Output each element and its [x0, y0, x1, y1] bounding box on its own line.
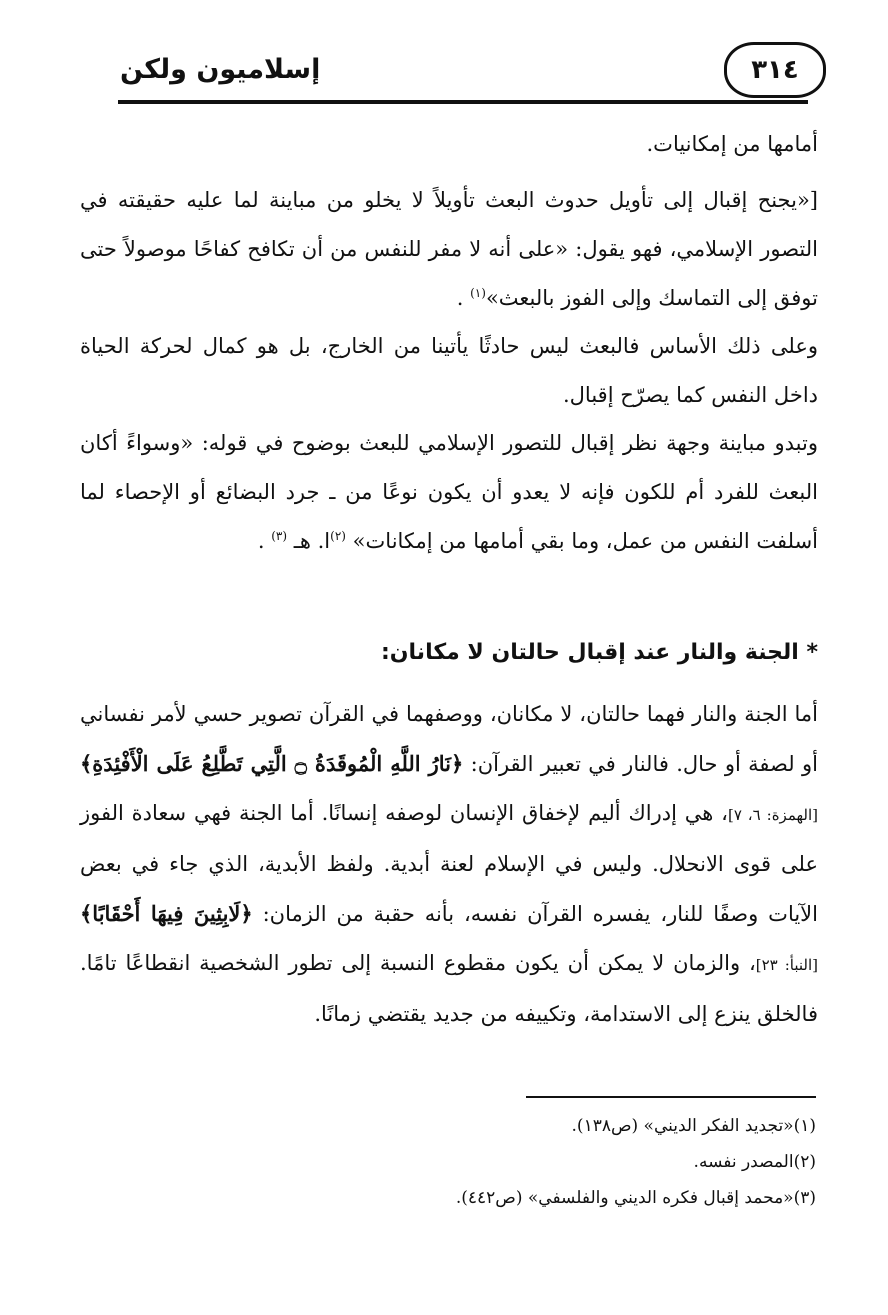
quran-verse-1: ﴿نَارُ اللَّهِ الْمُوقَدَةُ ۝ الَّتِي تَطَّلِعُ عَلَى الْأَفْئِدَةِ﴾: [80, 751, 464, 776]
footnotes: [116, 1108, 816, 1216]
verse-reference-1: [الهمزة: ٦، ٧]: [727, 806, 819, 824]
quran-verse-2: ﴿لَابِثِينَ فِيهَا أَحْقَابًا﴾: [80, 901, 253, 926]
footnote-2: (٢)المصدر نفسه.: [693, 1152, 816, 1172]
paragraph-4-text: وتبدو مباينة وجهة نظر إقبال للتصور الإسلامي للبعث بوضوح في قوله: «وسواءً أكان البعث للفرد أم للكون فإنه لا يعدو أن يكون نوعًا من ـ جرد البضائع أو الإحصاء لما أسلفت النفس من عمل، وما بقي أمامها من إمكانات»: [80, 431, 818, 553]
paragraph-2-text: [«يجنح إقبال إلى تأويل حدوث البعث تأويلاً لا يخلو من مباينة لما عليه حقيقته في التصور الإسلامي، فهو يقول: «على أنه لا مفر للنفس من أن تكافح كفاحًا موصولاً حتى توفق إلى التماسك وإلى الفوز بالبعث»: [80, 188, 818, 310]
paragraph-1: [80, 120, 818, 169]
running-title: إسلاميون ولكن: [120, 54, 321, 85]
verse-reference-2: [النبأ: ٢٣]: [755, 956, 818, 974]
paragraph-3: [80, 322, 818, 420]
footnote-3: (٣)«محمد إقبال فكره الديني والفلسفي» (ص٤٤٢).: [455, 1188, 816, 1208]
footnote-1: (١)«تجديد الفكر الديني» (ص١٣٨).: [571, 1116, 816, 1136]
paragraph-3-text: وعلى ذلك الأساس فالبعث ليس حادثًا يأتينا من الخارج، بل هو كمال لحركة الحياة داخل النفس كما يصرّح إقبال.: [80, 334, 818, 407]
footnote-ref-3: (٣): [271, 529, 288, 543]
paragraph-5: أما الجنة والنار فهما حالتان، لا مكانان، ووصفهما في القرآن تصوير حسي لأمر نفساني أو لصفة أو حال. فالنار في تعبير القرآن: ﴿نَارُ اللَّهِ الْمُوقَدَةُ ۝ الَّتِي تَطَّلِعُ عَلَى الْأَفْئِدَةِ﴾ [الهمزة: ٦، ٧]، هي إدراك أليم لإخفاق الإنسان لوصفه إنسانًا. أما الجنة فهي سعادة الفوز على قوى الانحلال. وليس في الإسلام لعنة أبدية. ولفظ الأبدية، الذي جاء في بعض الآيات وصفًا للنار، يفسره القرآن نفسه، بأنه حقبة من الزمان: ﴿لَابِثِينَ فِيهَا أَحْقَابًا﴾ [النبأ: ٢٣]، والزمان لا يمكن أن يكون مقطوع النسبة إلى تطور الشخصية انقطاعًا تامًا. فالخلق ينزع إلى الاستدامة، وتكييفه من جديد يقتضي زمانًا.: [80, 702, 819, 1026]
page-number: ٣١٤: [724, 42, 826, 98]
footnote-ref-2: (٢): [330, 529, 346, 543]
footnote-separator: [526, 1096, 816, 1098]
header-rule: [118, 100, 808, 104]
section-heading: * الجنة والنار عند إقبال حالتان لا مكانان:: [380, 640, 818, 665]
paragraph-4: وتبدو مباينة وجهة نظر إقبال للتصور الإسلامي للبعث بوضوح في قوله: «وسواءً أكان البعث للفرد أم للكون فإنه لا يعدو أن يكون نوعًا من ـ جرد البضائع أو الإحصاء لما أسلفت النفس من عمل، وما بقي أمامها من إمكانات» $^{(٢)}$ا. هـ $^{(٣)}$ .: [80, 431, 818, 553]
footnote-ref-1: (١): [470, 286, 486, 300]
paragraph-2: [«يجنح إقبال إلى تأويل حدوث البعث تأويلاً لا يخلو من مباينة لما عليه حقيقته في التصور الإسلامي، فهو يقول: «على أنه لا مفر للنفس من أن تكافح كفاحًا موصولاً حتى توفق إلى التماسك وإلى الفوز بالبعث»$^{(١)}$ .: [80, 188, 818, 310]
paragraph-1-text: أمامها من إمكانيات.: [646, 132, 818, 156]
